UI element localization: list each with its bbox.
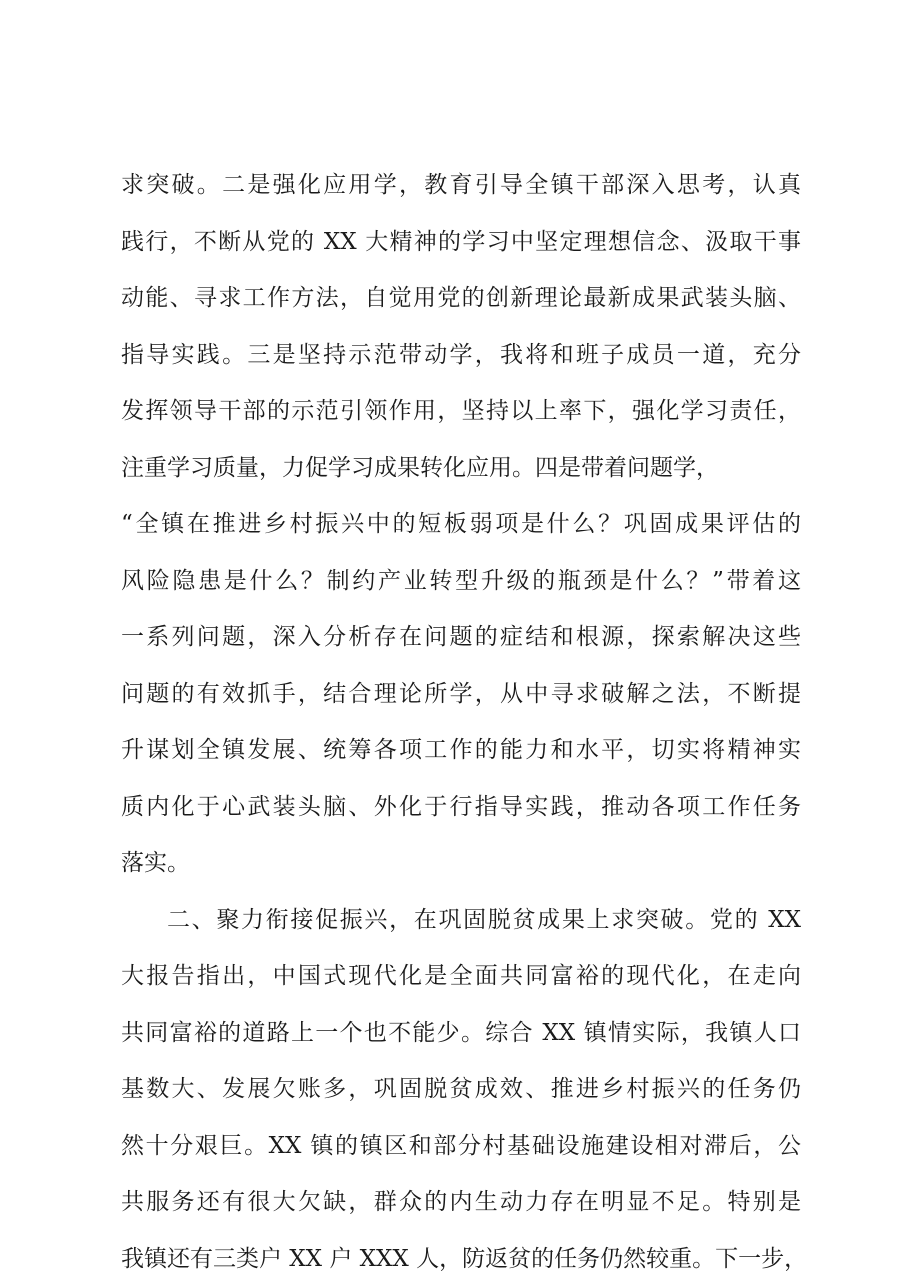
text-line: 践行，不断从党的 XX 大精神的学习中坚定理想信念、汲取干事 [121,229,801,255]
text-line: 求突破。二是强化应用学，教育引导全镇干部深入思考，认真 [121,172,801,198]
text-line: 质内化于心武装头脑、外化于行指导实践，推动各项工作任务 [121,794,801,820]
text-line: 共服务还有很大欠缺，群众的内生动力存在明显不足。特别是 [121,1189,801,1215]
text-line: 发挥领导干部的示范引领作用，坚持以上率下，强化学习责任， [121,398,801,424]
paragraph-heading-line: 二、聚力衔接促振兴，在巩固脱贫成果上求突破。党的 XX [167,907,801,933]
text-line: 共同富裕的道路上一个也不能少。综合 XX 镇情实际，我镇人口 [121,1020,801,1046]
text-line: 注重学习质量，力促学习成果转化应用。四是带着问题学， [121,455,719,481]
text-line: 升谋划全镇发展、统筹各项工作的能力和水平，切实将精神实 [121,737,801,763]
text-line: 风险隐患是什么？制约产业转型升级的瓶颈是什么？”带着这 [121,568,801,594]
text-line: 落实。 [121,850,190,876]
text-line: 一系列问题，深入分析存在问题的症结和根源，探索解决这些 [121,624,801,650]
text-line: 问题的有效抓手，结合理论所学，从中寻求破解之法，不断提 [121,681,801,707]
text-line: 指导实践。三是坚持示范带动学，我将和班子成员一道，充分 [121,342,801,368]
text-line: 基数大、发展欠账多，巩固脱贫成效、推进乡村振兴的任务仍 [121,1076,801,1102]
text-line: 我镇还有三类户 XX 户 XXX 人，防返贫的任务仍然较重。下一步， [121,1246,808,1272]
text-line: “全镇在推进乡村振兴中的短板弱项是什么？巩固成果评估的 [121,511,801,537]
text-line: 动能、寻求工作方法，自觉用党的创新理论最新成果武装头脑、 [121,285,801,311]
text-line: 然十分艰巨。XX 镇的镇区和部分村基础设施建设相对滞后，公 [121,1133,801,1159]
text-line: 大报告指出，中国式现代化是全面共同富裕的现代化，在走向 [121,963,801,989]
